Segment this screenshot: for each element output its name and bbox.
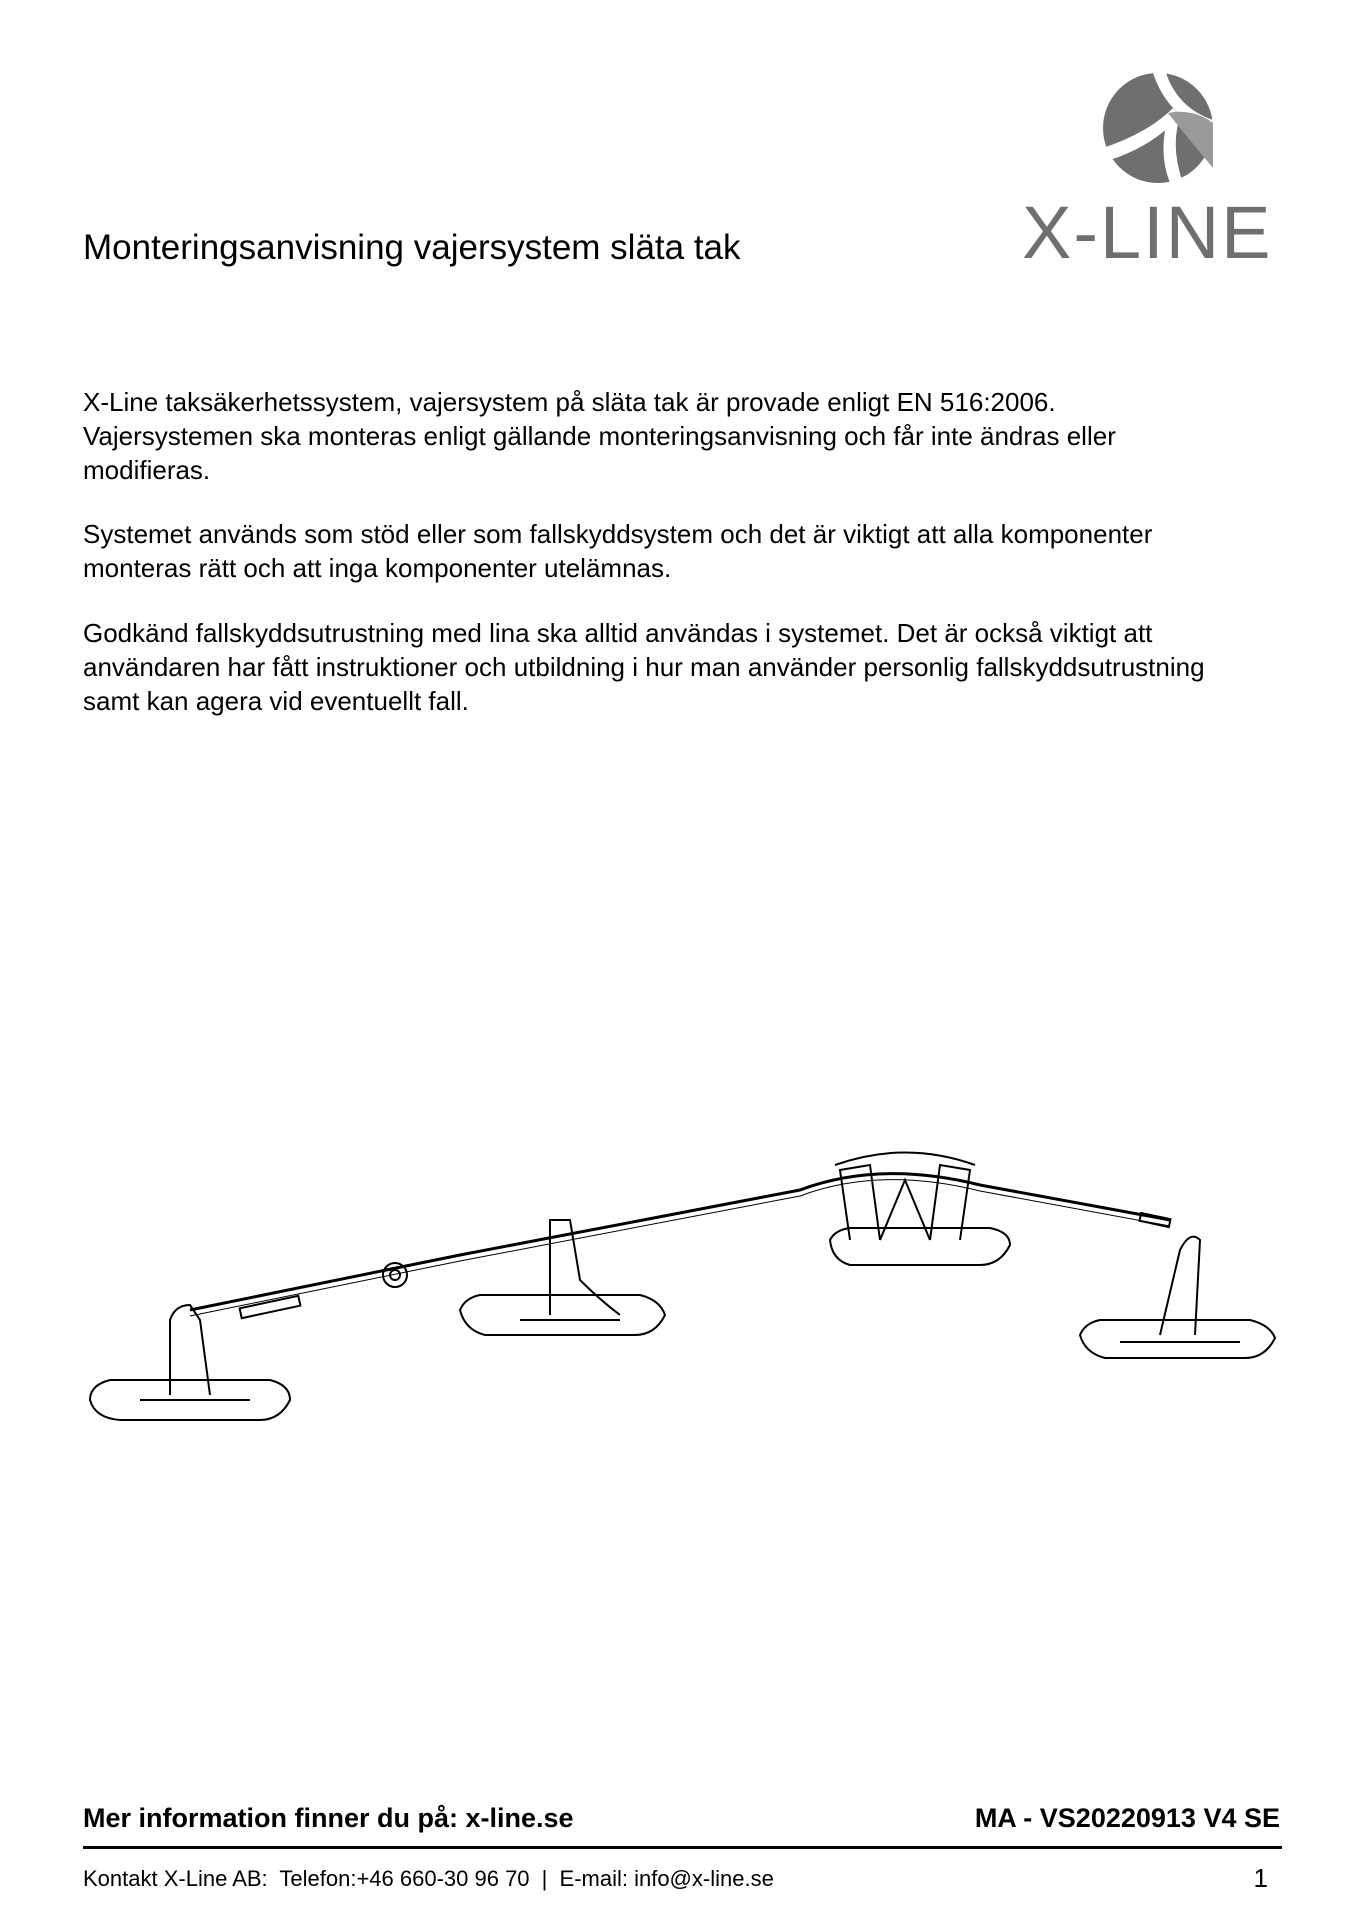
paragraph-line: modifieras. (83, 455, 211, 485)
paragraph-line: monteras rätt och att inga komponenter utelämnas. (83, 553, 672, 583)
paragraph-line: samt kan agera vid eventuellt fall. (83, 686, 469, 716)
base-plate-corner (830, 1153, 1010, 1266)
base-plate-end-right (1080, 1237, 1275, 1358)
contact-separator: | (541, 1866, 548, 1891)
paragraph-intro (83, 385, 1283, 487)
paragraph-line: Vajersystemen ska monteras enligt gällande monteringsanvisning och får inte ändras eller (83, 421, 1116, 451)
page-title: Monteringsanvisning vajersystem släta tak (83, 228, 741, 267)
footer-divider (83, 1846, 1282, 1849)
cable-system-illustration (80, 1080, 1300, 1430)
contact-label: Kontakt X-Line AB: (83, 1866, 268, 1891)
contact-phone[interactable]: Telefon:+46 660-30 96 70 (279, 1866, 530, 1891)
paragraph-equipment (83, 616, 1283, 718)
logo-wordmark: X-LINE (1022, 191, 1273, 274)
page-number: 1 (1253, 1863, 1268, 1893)
base-plate-mid (460, 1220, 665, 1335)
footer-info-link[interactable]: Mer information finner du på: x-line.se (83, 1803, 574, 1833)
paragraph-line: X-Line taksäkerhetssystem, vajersystem på släta tak är provade enligt EN 516:2006. (83, 387, 1056, 417)
document-code: MA - VS20220913 V4 SE (974, 1803, 1280, 1833)
paragraph-usage (83, 517, 1283, 585)
contact-email[interactable]: E-mail: info@x-line.se (559, 1866, 774, 1891)
paragraph-line: Systemet används som stöd eller som fallskyddsystem och det är viktigt att alla komponenter (83, 519, 1153, 549)
paragraph-line: Godkänd fallskyddsutrustning med lina ska alltid användas i systemet. Det är också viktigt att (83, 618, 1153, 648)
base-plate-end-left (90, 1305, 290, 1420)
paragraph-line: användaren har fått instruktioner och utbildning i hur man använder personlig fallskyddsutrustning (83, 652, 1205, 682)
contact-line (83, 1866, 780, 1892)
